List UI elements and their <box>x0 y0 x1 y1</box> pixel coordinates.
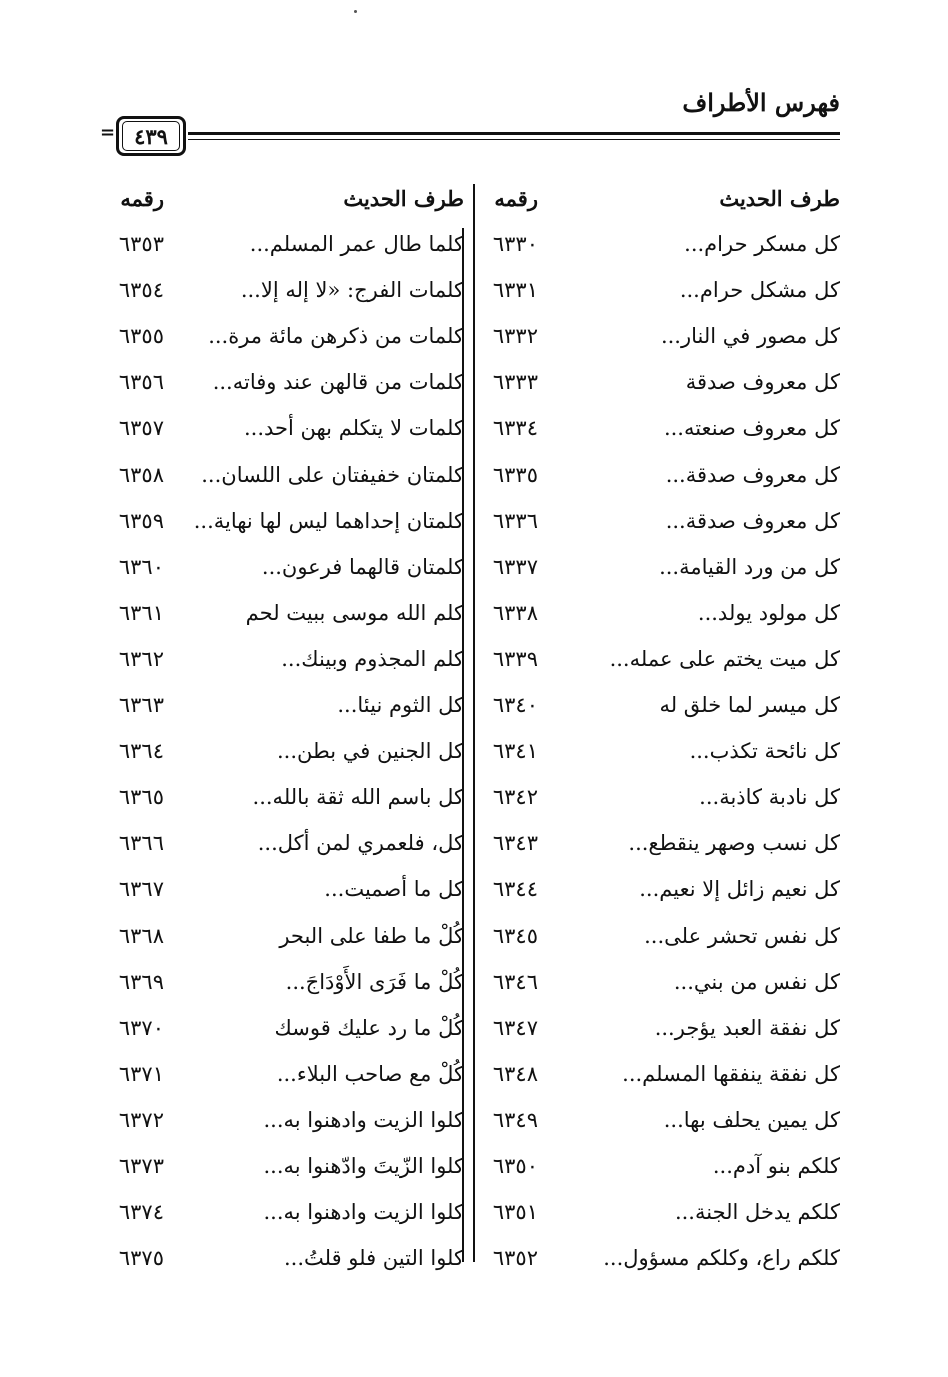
hadith-number-left: ٦٣٦٨ <box>118 923 164 948</box>
hadith-text-left: كلمات من ذكرهن مائة مرة... <box>208 324 464 349</box>
hadith-number-right: ٦٣٥٢ <box>492 1246 538 1271</box>
hadith-text-right: كلكم بنو آدم... <box>712 1154 840 1178</box>
hadith-text-right: كل مصور في النار... <box>660 324 840 349</box>
header-rule <box>100 112 840 160</box>
hadith-text-right: كل نفقة العبد يؤجر... <box>654 1015 840 1040</box>
hadith-text-left: كلم الله موسى ببيت لحم <box>245 600 464 625</box>
hadith-text-left: كلوا الزّيتَ وادّهنوا به... <box>263 1154 464 1178</box>
rule-thin <box>188 139 840 140</box>
rule-thick <box>188 132 840 135</box>
hadith-number-right: ٦٣٥١ <box>492 1200 538 1225</box>
hadith-number-left: ٦٣٥٩ <box>118 508 164 533</box>
table-row <box>0 970 948 1016</box>
hadith-number-left: ٦٣٦٩ <box>118 969 164 994</box>
table-row <box>0 1200 948 1246</box>
page-title: فهرس الأطراف <box>682 88 840 117</box>
table-row <box>0 647 948 693</box>
hadith-text-left: كلمات من قالهن عند وفاته... <box>212 370 464 395</box>
hadith-number-right: ٦٣٥٠ <box>492 1154 538 1178</box>
hadith-number-left: ٦٣٦٧ <box>118 877 164 902</box>
table-row <box>0 601 948 647</box>
hadith-number-right: ٦٣٣١ <box>492 278 538 303</box>
hadith-number-left: ٦٣٥٧ <box>118 416 164 441</box>
hadith-text-right: كل ميسر لما خلق له <box>659 693 840 717</box>
hadith-number-right: ٦٣٤٠ <box>492 693 538 717</box>
hadith-text-left: كل الجنين في بطن... <box>276 739 464 764</box>
hadith-text-right: كل معروف صنعته... <box>663 416 840 441</box>
hadith-number-left: ٦٣٧١ <box>118 1061 164 1086</box>
hadith-text-right: كل من ورد القيامة... <box>659 554 840 579</box>
table-row <box>0 1062 948 1108</box>
hadith-text-right: كل نائحة تكذب... <box>689 739 840 764</box>
hadith-number-right: ٦٣٣٧ <box>492 554 538 579</box>
hadith-text-right: كل نسب وصهر ينقطع... <box>628 831 840 856</box>
hadith-text-right: كل معروف صدقة <box>685 370 840 395</box>
hadith-text-left: كلوا الزيت وادهنوا به... <box>263 1107 464 1132</box>
column-header-left-num: رقمه <box>120 186 164 211</box>
table-row <box>0 416 948 462</box>
hadith-number-right: ٦٣٤٧ <box>492 1015 538 1040</box>
hadith-number-right: ٦٣٣٣ <box>492 370 538 395</box>
hadith-number-left: ٦٣٧٥ <box>118 1246 164 1271</box>
hadith-number-right: ٦٣٣٠ <box>492 232 538 256</box>
hadith-text-right: كل نفس من بني... <box>673 969 840 994</box>
hadith-text-left: كلمات لا يتكلم بهن أحد... <box>243 416 464 441</box>
hadith-text-left: كل، فلعمري لمن أكل... <box>257 831 464 856</box>
table-row <box>0 370 948 416</box>
table-row <box>0 324 948 370</box>
hadith-text-left: كلمات الفرج: «لا إله إلا... <box>240 278 464 303</box>
hadith-text-left: كُلْ ما رد عليك قوسك <box>274 1015 464 1040</box>
page-number: ٤٣٩ <box>122 121 180 151</box>
hadith-text-left: كلوا التين فلو قلتُ... <box>283 1246 464 1271</box>
hadith-number-right: ٦٣٤١ <box>492 739 538 764</box>
hadith-text-left: كلم المجذوم وبينك... <box>281 646 464 671</box>
hadith-number-left: ٦٣٥٨ <box>118 462 164 487</box>
hadith-number-right: ٦٣٤٩ <box>492 1107 538 1132</box>
hadith-text-right: كل مسكر حرام... <box>684 232 840 256</box>
hadith-number-left: ٦٣٦٦ <box>118 831 164 856</box>
hadith-number-right: ٦٣٣٢ <box>492 324 538 349</box>
hadith-number-left: ٦٣٥٦ <box>118 370 164 395</box>
hadith-number-left: ٦٣٦٣ <box>118 693 164 717</box>
hadith-number-right: ٦٣٣٤ <box>492 416 538 441</box>
hadith-number-right: ٦٣٣٦ <box>492 508 538 533</box>
column-header-right-text: طرف الحديث <box>719 186 840 211</box>
hadith-number-right: ٦٣٤٣ <box>492 831 538 856</box>
table-row <box>0 877 948 923</box>
hadith-number-left: ٦٣٥٤ <box>118 278 164 303</box>
hadith-number-right: ٦٣٤٥ <box>492 923 538 948</box>
hadith-number-left: ٦٣٧٢ <box>118 1107 164 1132</box>
hadith-number-right: ٦٣٣٩ <box>492 646 538 671</box>
hadith-number-left: ٦٣٧٣ <box>118 1154 164 1178</box>
table-row <box>0 785 948 831</box>
hadith-text-left: كل الثوم نيئا... <box>337 693 464 717</box>
column-header-right-num: رقمه <box>494 186 538 211</box>
hadith-number-right: ٦٣٣٥ <box>492 462 538 487</box>
hadith-text-left: كلمتان خفيفتان على اللسان... <box>201 462 464 487</box>
hadith-text-right: كل نادبة كاذبة... <box>699 785 840 810</box>
table-row <box>0 739 948 785</box>
hadith-text-right: كل معروف صدقة... <box>665 462 840 487</box>
hadith-number-left: ٦٣٥٣ <box>118 232 164 256</box>
hadith-text-right: كلكم راع، وكلكم مسؤول... <box>603 1246 840 1271</box>
column-header-left-text: طرف الحديث <box>343 186 464 211</box>
hadith-text-left: كلما طال عمر المسلم... <box>249 232 464 256</box>
table-row <box>0 1016 948 1062</box>
hadith-text-left: كُلْ ما طفا على البحر <box>279 923 464 948</box>
hadith-text-left: كل ما أصميت... <box>324 877 464 902</box>
table-row <box>0 463 948 509</box>
hadith-number-left: ٦٣٦٥ <box>118 785 164 810</box>
hadith-text-right: كل نفس تحشر على... <box>644 923 840 948</box>
hadith-number-right: ٦٣٤٨ <box>492 1061 538 1086</box>
hadith-text-left: كلمتان إحداهما ليس لها نهاية... <box>193 508 464 533</box>
hadith-text-left: كُلْ مع صاحب البلاء... <box>276 1061 464 1086</box>
hadith-text-right: كل مولود يولد... <box>697 600 840 625</box>
hadith-text-right: كل مشكل حرام... <box>679 278 840 303</box>
table-row <box>0 1246 948 1292</box>
hadith-text-left: كل باسم الله ثقة بالله... <box>252 785 464 810</box>
rule-mark: = <box>100 122 116 143</box>
hadith-number-right: ٦٣٤٤ <box>492 877 538 902</box>
page-number-box <box>116 116 186 156</box>
table-row <box>0 509 948 555</box>
table-row <box>0 693 948 739</box>
hadith-text-right: كل نعيم زائل إلا نعيم... <box>639 877 840 902</box>
hadith-text-left: كلمتان قالهما فرعون... <box>261 554 464 579</box>
hadith-number-right: ٦٣٣٨ <box>492 600 538 625</box>
hadith-text-right: كل ميت يختم على عمله... <box>609 646 840 671</box>
table-row <box>0 232 948 278</box>
table-row <box>0 278 948 324</box>
hadith-number-left: ٦٣٧٠ <box>118 1015 164 1040</box>
hadith-text-right: كل نفقة ينفقها المسلم... <box>622 1061 840 1086</box>
hadith-number-left: ٦٣٧٤ <box>118 1200 164 1225</box>
hadith-text-right: كل معروف صدقة... <box>665 508 840 533</box>
hadith-text-left: كُلْ ما فَرَى الأَوْدَاجَ... <box>285 969 464 994</box>
table-row <box>0 555 948 601</box>
hadith-number-left: ٦٣٥٥ <box>118 324 164 349</box>
table-row <box>0 1154 948 1200</box>
hadith-text-right: كلكم يدخل الجنة... <box>674 1200 840 1225</box>
hadith-text-right: كل يمين يحلف بها... <box>663 1107 840 1132</box>
hadith-number-left: ٦٣٦٠ <box>118 554 164 579</box>
hadith-number-right: ٦٣٤٦ <box>492 969 538 994</box>
hadith-number-left: ٦٣٦٤ <box>118 739 164 764</box>
hadith-number-left: ٦٣٦٢ <box>118 646 164 671</box>
table-row <box>0 1108 948 1154</box>
table-row <box>0 924 948 970</box>
scan-dot <box>354 10 357 13</box>
hadith-number-left: ٦٣٦١ <box>118 600 164 625</box>
hadith-text-left: كلوا الزيت وادهنوا به... <box>263 1200 464 1225</box>
table-row <box>0 831 948 877</box>
hadith-number-right: ٦٣٤٢ <box>492 785 538 810</box>
